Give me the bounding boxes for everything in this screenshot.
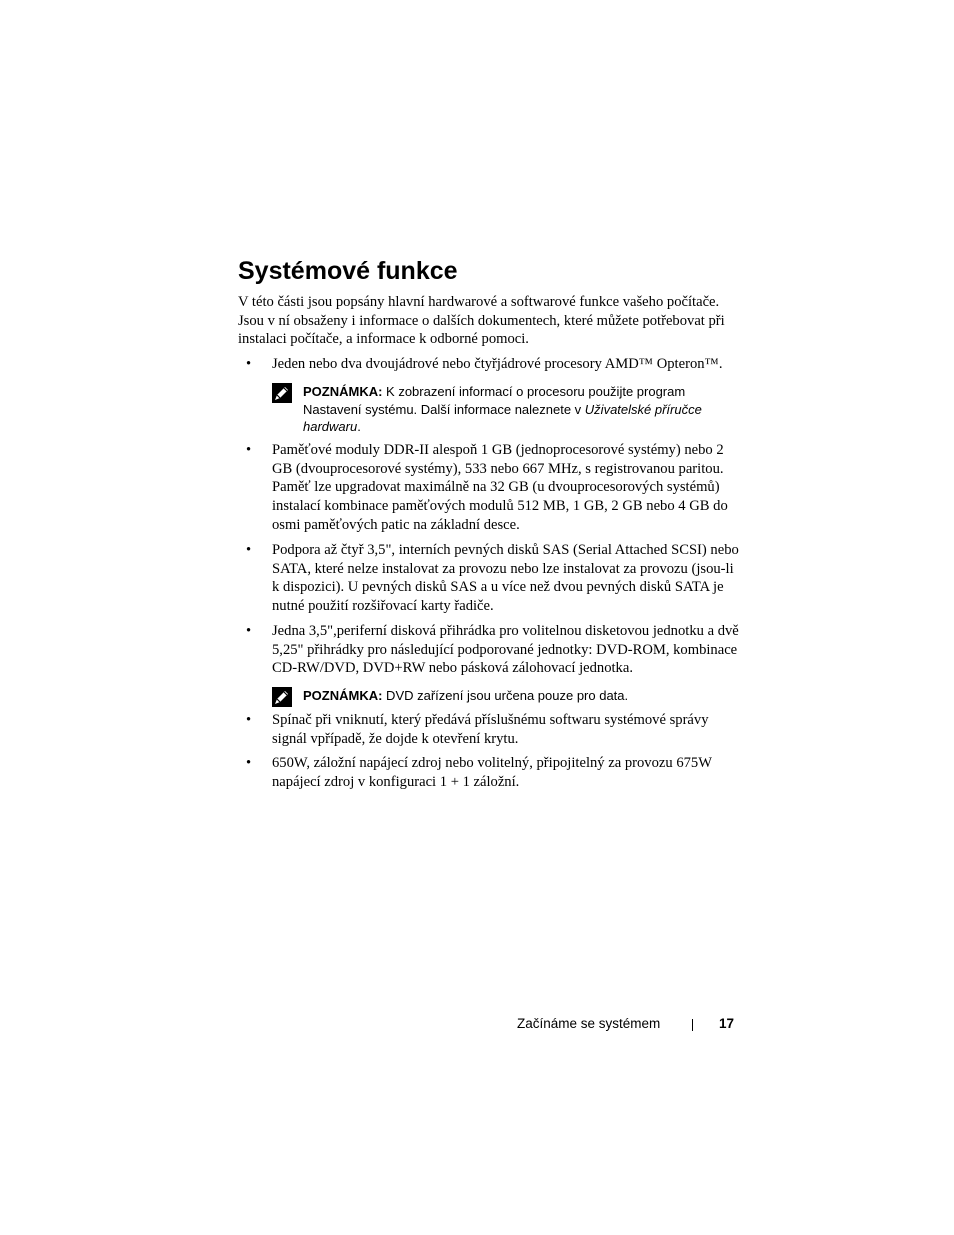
note-body: DVD zařízení jsou určena pouze pro data. xyxy=(382,688,629,703)
list-item-text: 650W, záložní napájecí zdroj nebo volitelný, připojitelný za provozu 675W napájecí zdroj v konfiguraci 1 + 1 záložní. xyxy=(272,755,712,790)
list-item-text: Podpora až čtyř 3,5", interních pevných disků SAS (Serial Attached SCSI) nebo SATA, které nelze instalovat za provozu nebo lze instalovat za provozu (jsou-li k dispozici). U pevných disků SAS a u více než dvou pevných disků SATA je nutné použití rozšiřovací karty řadiče. xyxy=(272,542,739,615)
note-text xyxy=(303,383,743,436)
note-body: K zobrazení informací o procesoru použijte program Nastavení systému. Další informace naleznete v xyxy=(303,384,686,417)
list-item xyxy=(238,541,738,617)
note-pencil-icon xyxy=(272,687,292,707)
list-item-text: Jeden nebo dva dvoujádrové nebo čtyřjádrové procesory AMD™ Opteron™. xyxy=(272,356,723,372)
footer-section-title: Začínáme se systémem xyxy=(517,1016,661,1031)
note-italic-reference: Uživatelské příručce hardwaru xyxy=(303,401,702,434)
note-text xyxy=(303,687,743,705)
list-item xyxy=(238,711,738,751)
note-box xyxy=(272,383,742,437)
list-item xyxy=(238,754,738,794)
intro-paragraph: V této části jsou popsány hlavní hardwarové a softwarové funkce vašeho počítače. Jsou v ní obsaženy i informace o dalších dokumentech, které můžete potřebovat při instalaci počítače, a informace k odborné pomoci. xyxy=(238,294,725,348)
note-label: POZNÁMKA: xyxy=(303,688,383,703)
list-item xyxy=(238,622,738,680)
note-box xyxy=(272,687,742,707)
list-item-text: Jedna 3,5",periferní disková přihrádka pro volitelnou disketovou jednotku a dvě 5,25" přihrádky pro následující podporované jednotky: DVD-ROM, kombinace CD-RW/DVD, DVD+RW nebo pásková zálohovací jednotka. xyxy=(272,623,739,677)
list-item xyxy=(238,441,738,535)
list-item-text: Spínač při vniknutí, který předává příslušnému softwaru systémové správy signál vpřípadě, že dojde k otevření krytu. xyxy=(272,712,709,747)
bullet: • xyxy=(246,755,252,771)
page-title: Systémové funkce xyxy=(238,257,458,285)
bullet: • xyxy=(246,542,252,558)
bullet: • xyxy=(246,442,252,458)
footer-divider xyxy=(692,1019,693,1031)
bullet: • xyxy=(246,712,252,728)
note-label: POZNÁMKA: xyxy=(303,384,383,399)
note-pencil-icon xyxy=(272,383,292,403)
bullet: • xyxy=(246,356,252,372)
list-item xyxy=(238,355,738,375)
note-suffix: . xyxy=(357,419,361,434)
list-item-text: Paměťové moduly DDR-II alespoň 1 GB (jednoprocesorové systémy) nebo 2 GB (dvouprocesorové systémy), 533 nebo 667 MHz, s registrovanou paritou. Paměť lze upgradovat maximálně na 32 GB (u dvouprocesorových systémů) instalací kombinace paměťových modulů 512 MB, 1 GB, 2 GB nebo 4 GB do osmi paměťových patic na základní desce. xyxy=(272,442,728,533)
bullet: • xyxy=(246,623,252,639)
page-number: 17 xyxy=(719,1016,735,1031)
